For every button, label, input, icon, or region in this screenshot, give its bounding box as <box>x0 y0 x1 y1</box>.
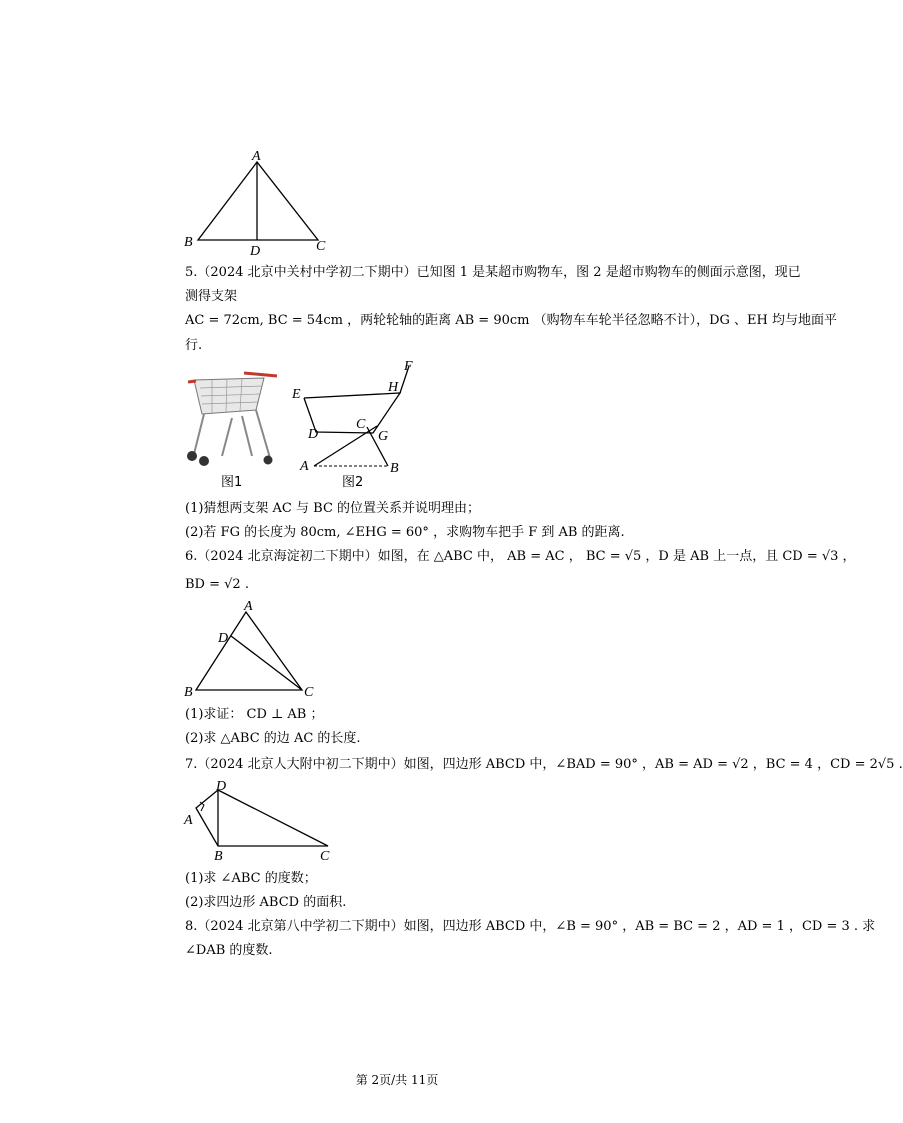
label-d: D <box>308 427 319 442</box>
label-a: A <box>184 813 193 828</box>
label-b: B <box>184 685 193 700</box>
label-c: C <box>304 685 314 700</box>
label-a: A <box>252 149 261 164</box>
label-b: B <box>390 461 399 476</box>
cart-side-diagram <box>292 358 422 476</box>
fig2-caption: 图2 <box>342 475 364 490</box>
label-a: A <box>244 599 253 614</box>
q5-sub1: (1)猜想两支架 AC 与 BC 的位置关系并说明理由； <box>185 501 481 516</box>
label-a: A <box>300 459 309 474</box>
label-c: C <box>356 417 366 432</box>
q8-line2: ∠DAB 的度数. <box>185 943 273 958</box>
q8-line1: 8.（2024 北京第八中学初二下期中）如图，四边形 ABCD 中，∠B = 90° ，AB = BC = 2 ，AD = 1 ，CD = 3 . 求 <box>185 919 876 934</box>
shopping-cart-image <box>182 368 282 468</box>
label-d: D <box>216 779 227 794</box>
q6-line1: 6.（2024 北京海淀初二下期中）如图，在 △ABC 中， AB = AC ， BC = √5 ，D 是 AB 上一点，且 CD = √3 ， <box>185 549 856 564</box>
triangle-figure-q6 <box>182 598 322 703</box>
label-c: C <box>320 849 330 864</box>
label-d: D <box>250 244 261 259</box>
label-e: E <box>292 387 301 402</box>
fig1-caption: 图1 <box>221 475 243 490</box>
q5-line2: 测得支架 <box>185 289 238 304</box>
q7-sub2: (2)求四边形 ABCD 的面积. <box>185 895 347 910</box>
label-f: F <box>404 359 413 374</box>
q5-line4: 行. <box>185 338 203 353</box>
q6-sub1: (1)求证： CD ⊥ AB ； <box>185 707 324 722</box>
triangle-figure-top <box>180 148 340 258</box>
label-d: D <box>218 631 229 646</box>
label-c: C <box>316 239 326 254</box>
label-h: H <box>388 380 399 395</box>
q6-line2: BD = √2 . <box>185 577 249 592</box>
q5-line1: 5.（2024 北京中关村中学初二下期中）已知图 1 是某超市购物车，图 2 是超市购物车的侧面示意图，现已 <box>185 265 801 280</box>
q7-sub1: (1)求 ∠ABC 的度数； <box>185 871 317 886</box>
q5-sub2: (2)若 FG 的长度为 80cm, ∠EHG = 60° ，求购物车把手 F 到 AB 的距离. <box>185 525 625 540</box>
q5-line3: AC = 72cm, BC = 54cm ，两轮轮轴的距离 AB = 90cm （购物车车轮半径忽略不计），DG 、EH 均与地面平 <box>185 313 837 328</box>
label-b: B <box>184 235 193 250</box>
label-g: G <box>378 429 389 444</box>
quadrilateral-figure-q7 <box>182 778 342 863</box>
label-b: B <box>214 849 223 864</box>
page-footer: 第 2页/共 11页 <box>355 1073 439 1087</box>
q6-sub2: (2)求 △ABC 的边 AC 的长度. <box>185 731 361 746</box>
q7-line1: 7.（2024 北京人大附中初二下期中）如图，四边形 ABCD 中，∠BAD = 90° ，AB = AD = √2 ，BC = 4 ，CD = 2√5 . <box>185 757 903 772</box>
